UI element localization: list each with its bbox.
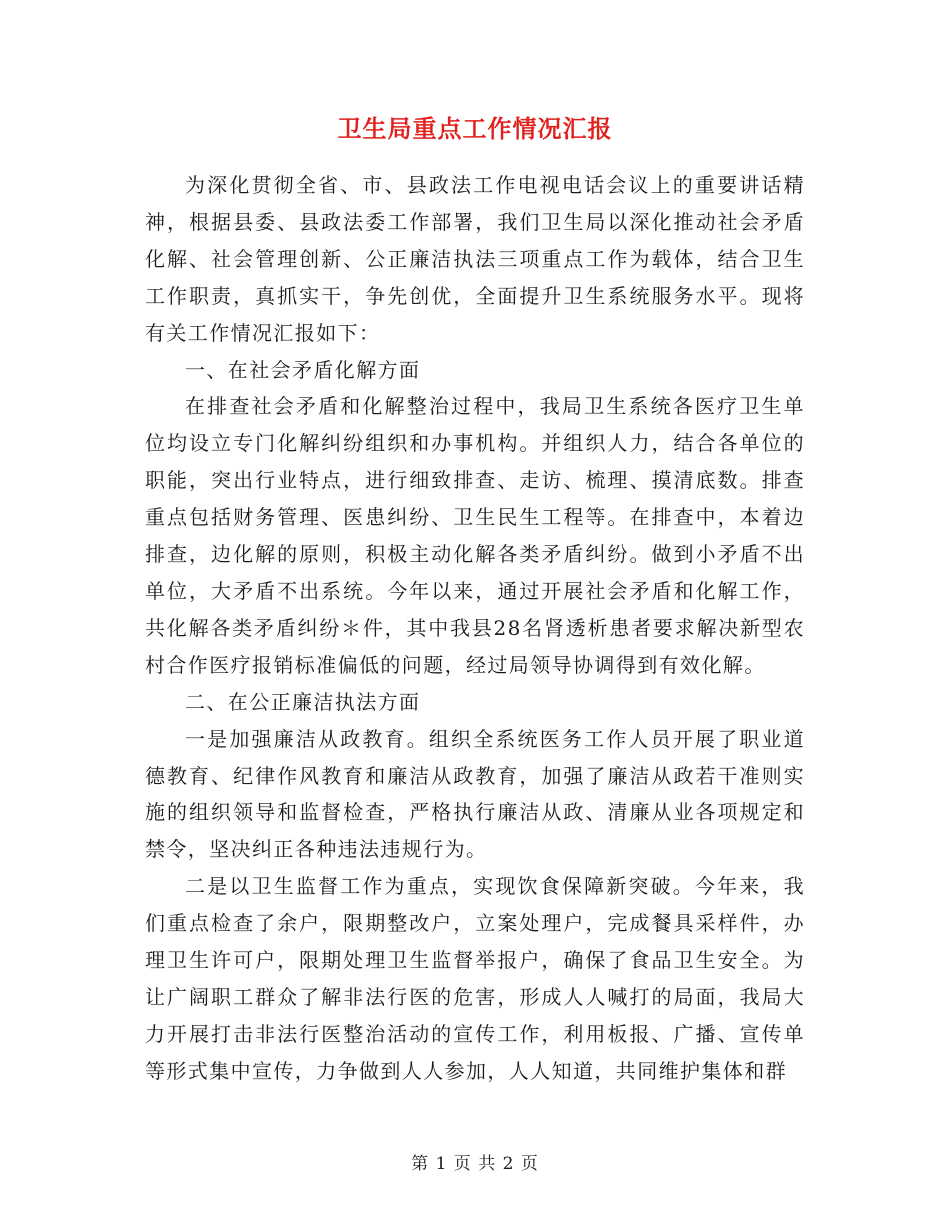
total-pages-number: 2 bbox=[502, 1154, 515, 1174]
page-label-prefix: 第 bbox=[411, 1154, 430, 1174]
current-page-number: 1 bbox=[435, 1154, 448, 1174]
document-title: 卫生局重点工作情况汇报 bbox=[337, 114, 613, 143]
section-heading-2: 二、在公正廉洁执法方面 bbox=[185, 689, 421, 714]
section-1-paragraph: 在排查社会矛盾和化解整治过程中，我局卫生系统各医疗卫生单位均设立专门化解纠纷组织和办事机构。并组织人力，结合各单位的职能，突出行业特点，进行细致排查、走访、梳理、摸清底数。排查重点包括财务管理、医患纠纷、卫生民生工程等。在排查中，本着边排查，边化解的原则，积极主动化解各类矛盾纠纷。做到小矛盾不出单位，大矛盾不出系统。今年以来，通过开展社会矛盾和化解工作，共化解各类矛盾纠纷＊件，其中我县28名肾透析患者要求解决新型农村合作医疗报销标准偏低的问题，经过局领导协调得到有效化解。 bbox=[145, 394, 805, 677]
section-2-paragraph-1: 一是加强廉洁从政教育。组织全系统医务工作人员开展了职业道德教育、纪律作风教育和廉洁从政教育，加强了廉洁从政若干准则实施的组织领导和监督检查，严格执行廉洁从政、清廉从业各项规定和禁令，坚决纠正各种违法违规行为。 bbox=[145, 726, 805, 862]
document-body bbox=[145, 167, 805, 1090]
page-label-mid: 页 共 bbox=[453, 1154, 497, 1174]
intro-paragraph: 为深化贯彻全省、市、县政法工作电视电话会议上的重要讲话精神，根据县委、县政法委工作部署，我们卫生局以深化推动社会矛盾化解、社会管理创新、公正廉洁执法三项重点工作为载体，结合卫生工作职责，真抓实干，争先创优，全面提升卫生系统服务水平。现将有关工作情况汇报如下： bbox=[145, 173, 805, 345]
section-heading-1: 一、在社会矛盾化解方面 bbox=[185, 357, 421, 382]
section-2-paragraph-2: 二是以卫生监督工作为重点，实现饮食保障新突破。今年来，我们重点检查了余户，限期整改户，立案处理户，完成餐具采样件，办理卫生许可户，限期处理卫生监督举报户，确保了食品卫生安全。为让广阔职工群众了解非法行医的危害，形成人人喊打的局面，我局大力开展打击非法行医整治活动的宣传工作，利用板报、广播、宣传单等形式集中宣传，力争做到人人参加，人人知道，共同维护集体和群 bbox=[145, 874, 805, 1083]
page-label-suffix: 页 bbox=[520, 1154, 539, 1174]
page-footer bbox=[0, 1152, 950, 1176]
